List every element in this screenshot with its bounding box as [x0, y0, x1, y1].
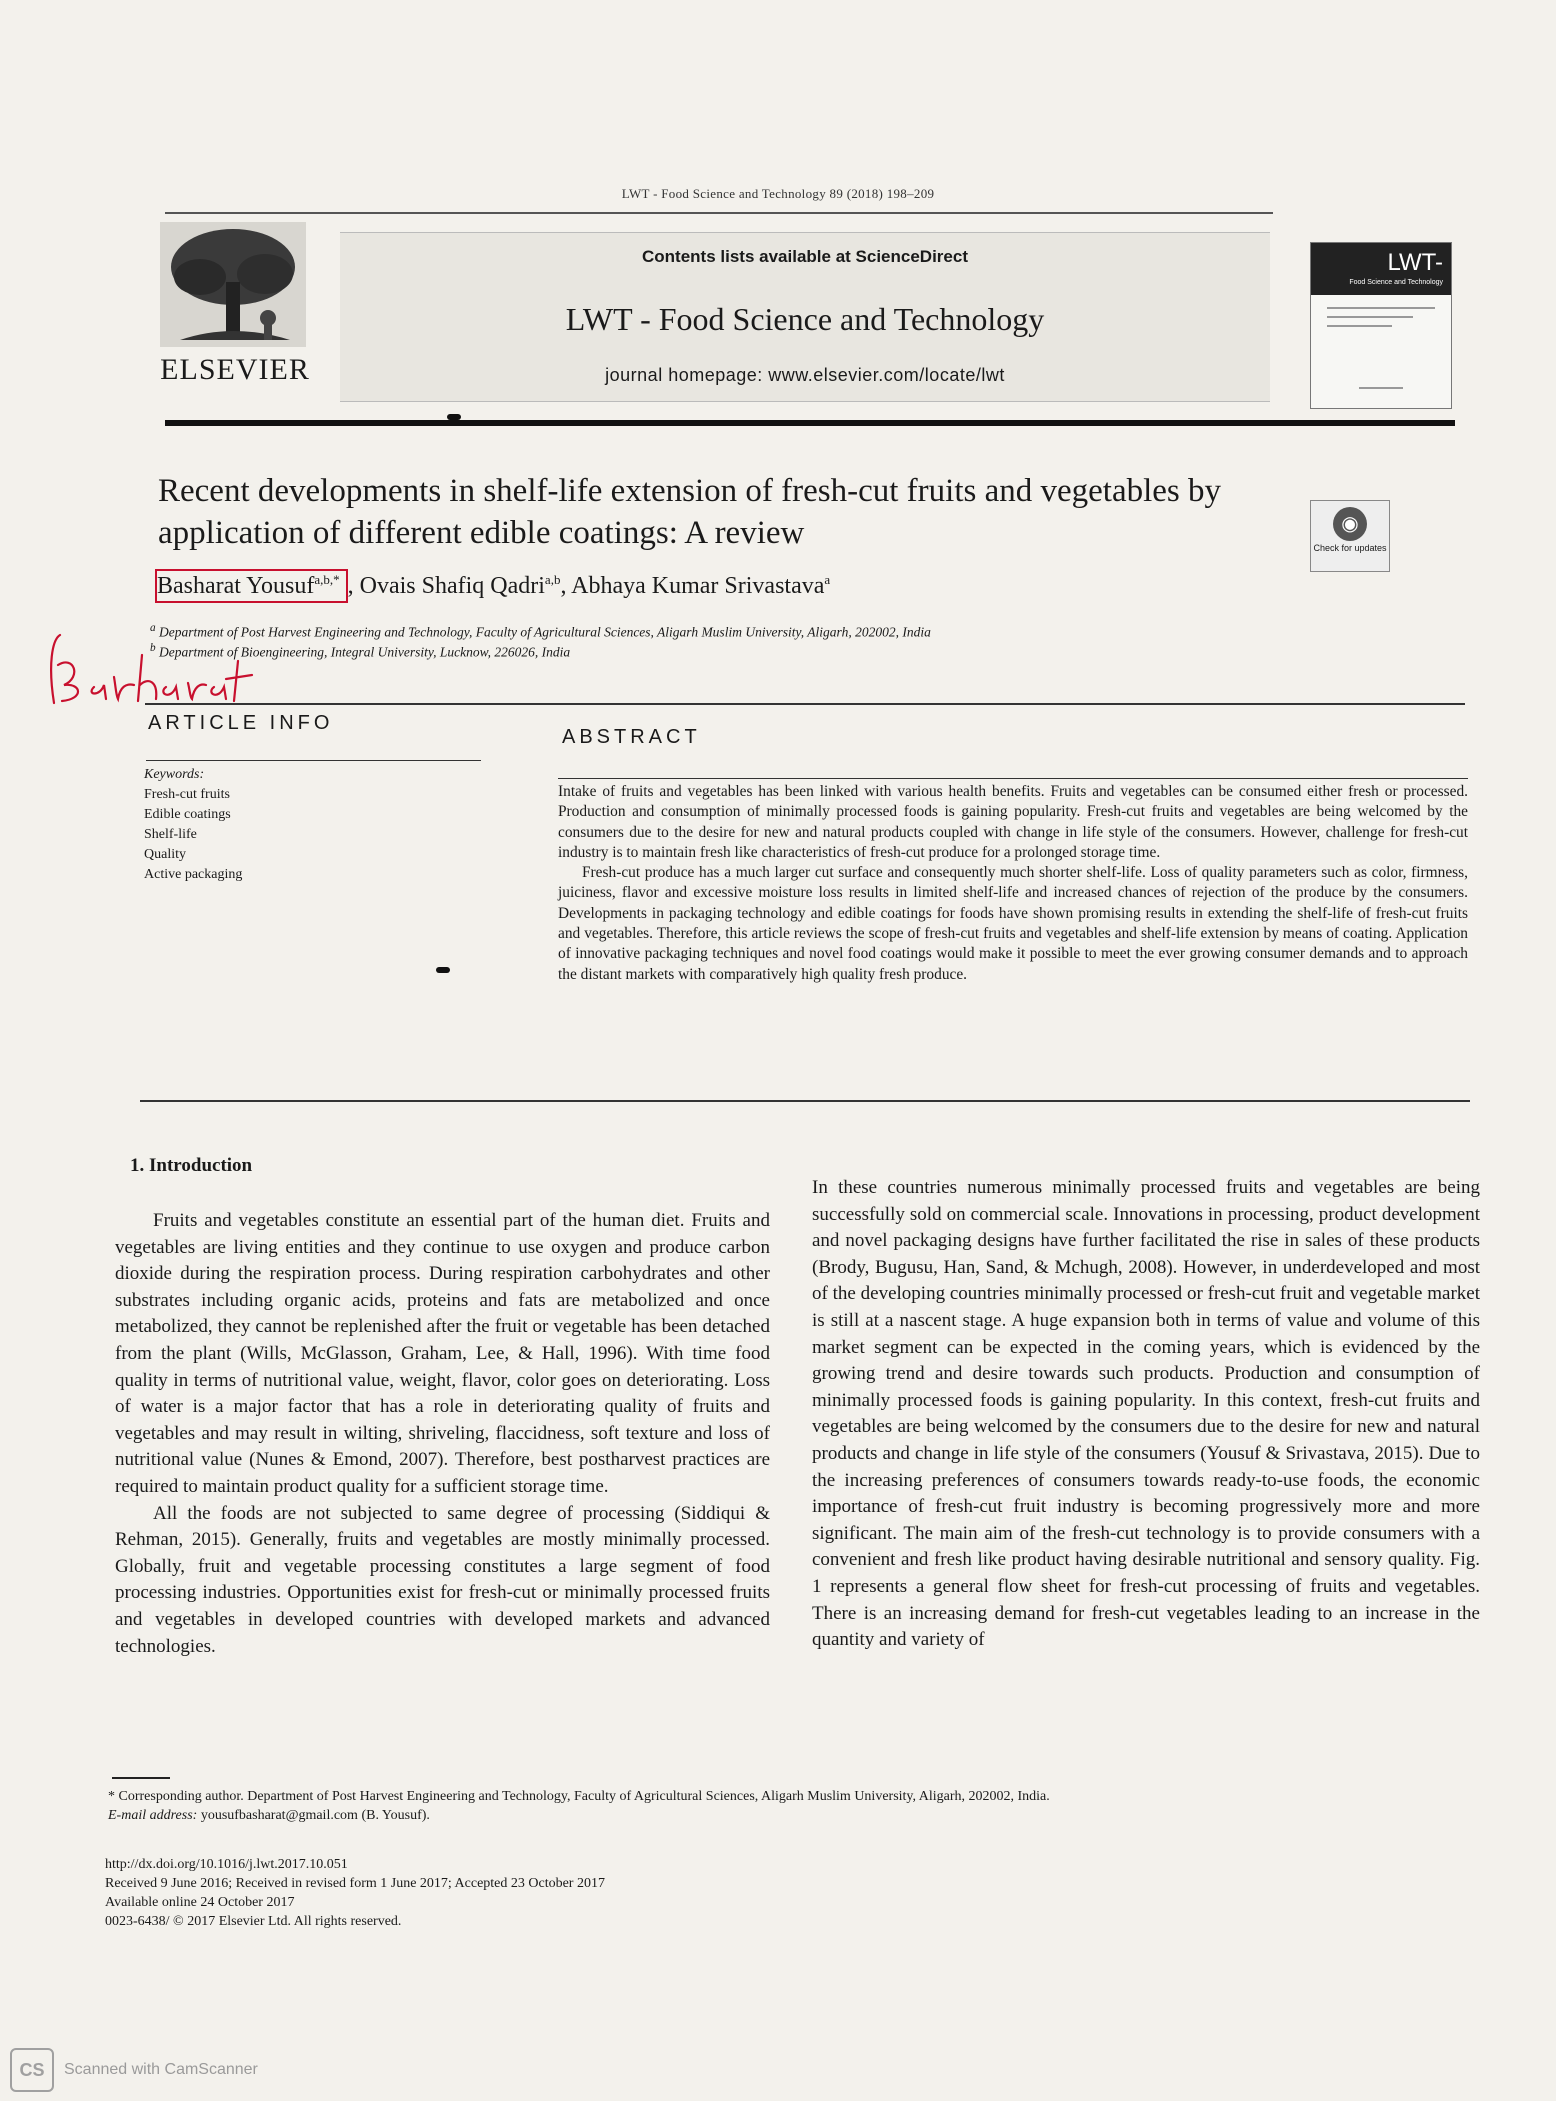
footnote-rule	[112, 1777, 170, 1779]
crossmark-label: Check for updates	[1313, 543, 1387, 553]
journal-masthead	[160, 222, 1460, 412]
scan-mark	[447, 414, 461, 420]
cover-title: LWT-	[1387, 249, 1443, 276]
affiliation: $^b$ Department of Bioengineering, Integral University, Lucknow, 226026, India	[150, 642, 571, 660]
body-paragraph: All the foods are not subjected to same degree of processing (Siddiqui & Rehman, 2015). Generally, fruits and vegetables are mostly minimally processed. Globally, fruit and vegetable processing constitutes a large segment of food processing industries. Opportunities exist for fresh-cut or minimally processed fruits and vegetables in developed countries with developed markets and advanced technologies.	[115, 1502, 770, 1657]
cover-text-lines	[1327, 307, 1435, 396]
affiliation: $^a$ Department of Post Harvest Engineering and Technology, Faculty of Agricultural Sciences, Aligarh Muslim University, Aligarh, 202002, India	[150, 622, 931, 640]
handwritten-signature	[42, 625, 272, 715]
abstract-text	[558, 782, 1468, 985]
doi-link[interactable]: http://dx.doi.org/10.1016/j.lwt.2017.10.051	[105, 1857, 348, 1872]
keyword-item: Shelf-life	[144, 827, 197, 842]
email-link[interactable]: yousufbasharat@gmail.com (B. Yousuf).	[200, 1808, 430, 1823]
keyword-item: Fresh-cut fruits	[144, 787, 230, 802]
publication-info	[105, 1855, 605, 1931]
received-dates: Received 9 June 2016; Received in revised form 1 June 2017; Accepted 23 October 2017	[105, 1876, 605, 1891]
author-list: Basharat Yousuf$^{a,b,*}$ , Ovais Shafiq Qadri$^{a,b}$, Abhaya Kumar Srivastava$^a$	[155, 572, 830, 600]
journal-homepage: journal homepage: www.elsevier.com/locate/lwt	[605, 365, 1005, 385]
body-column-right	[812, 1175, 1480, 1654]
camscanner-logo-icon: CS	[10, 2048, 54, 2092]
author-name[interactable]: Basharat Yousuf	[157, 573, 315, 599]
author-name[interactable]: Abhaya Kumar Srivastava	[571, 573, 825, 599]
author-name[interactable]: Ovais Shafiq Qadri	[359, 573, 545, 599]
cover-subtitle: Food Science and Technology	[1349, 279, 1443, 286]
watermark-text: Scanned with CamScanner	[64, 2061, 258, 2078]
section-rule	[140, 1100, 1470, 1102]
online-date: Available online 24 October 2017	[105, 1895, 295, 1910]
section-heading: 1. Introduction	[130, 1155, 253, 1176]
abstract-paragraph: Fresh-cut produce has a much larger cut surface and consequently much shorter shelf-life. Loss of quality parameters such as color, firmness, juiciness, flavor and excessive moisture loss results in limited shelf-life and increased chances of rejection of the produce by the consumers. Developments in packaging technology and edible coatings for foods have shown promising results in extending the shelf-life of fresh-cut fruits and vegetables. Therefore, this article reviews the scope of fresh-cut fruits and vegetables and shelf-life extension by means of coating. Application of innovative packaging techniques and novel food coatings would make it possible to meet the ever growing consumer demands and to approach the distant markets with comparatively high quality fresh produce.	[558, 864, 1468, 983]
body-paragraph: In these countries numerous minimally processed fruits and vegetables are being successfully sold on commercial scale. Innovations in processing, product development and novel packaging designs have further facilitated the rise in sales of these products (Brody, Bugusu, Han, Sand, & Mchugh, 2008). However, in underdeveloped and most of the developing countries minimally processed or fresh-cut fruit and vegetable market is still at a nascent stage. A huge expansion both in terms of value and volume of this market segment can be expected in the coming years, which is evidenced by the growing trend and desire towards such products. Production and consumption of minimally processed foods is gaining popularity. In this context, fresh-cut fruits and vegetables are being welcomed by the consumers due to the desire for new and natural products and change in life style of the consumers (Yousuf & Srivastava, 2015). Due to the increasing preferences of consumers towards ready-to-use foods, the economic importance of fresh-cut fruit industry is becoming progressively more and more significant. The main aim of the fresh-cut technology is to provide consumers with a convenient and fresh like product having desirable nutritional and sensory quality. Fig. 1 represents a general flow sheet for fresh-cut processing of fruits and vegetables. There is an increasing demand for fresh-cut vegetables leading to an increase in the quantity and variety of	[812, 1177, 1480, 1651]
elsevier-logo	[160, 222, 310, 387]
copyright: 0023-6438/ © 2017 Elsevier Ltd. All rights reserved.	[105, 1914, 402, 1929]
keyword-item: Active packaging	[144, 867, 243, 882]
body-paragraph: Fruits and vegetables constitute an essential part of the human diet. Fruits and vegetables are living entities and they continue to use oxygen and produce carbon dioxide during the respiration process. During respiration carbohydrates and other substrates including organic acids, proteins and fats are metabolized and once metabolized, they cannot be replenished after the fruit or vegetable has been detached from the plant (Wills, McGlasson, Graham, Lee, & Hall, 1996). With time food quality in terms of nutritional value, weight, flavor, color goes on deteriorating. Loss of water is a major factor that has a role in deteriorating quality of fruits and vegetables and may result in wilting, shriveling, flaccidness, soft texture and loss of nutritional value (Nunes & Emond, 2007). Therefore, best postharvest practices are required to maintain product quality for a sufficient storage time.	[115, 1210, 770, 1497]
keywords-block	[144, 765, 242, 885]
publisher-name: ELSEVIER	[160, 353, 310, 386]
corresponding-author-highlight: Basharat Yousuf$^{a,b,*}$	[155, 569, 348, 603]
section-rule	[145, 703, 1465, 705]
footnote	[108, 1787, 1408, 1825]
crossmark-icon: ◉	[1333, 507, 1367, 541]
running-head: LWT - Food Science and Technology 89 (2018) 198–209	[621, 186, 935, 201]
body-column-left	[115, 1208, 770, 1660]
article-info-rule	[146, 760, 481, 761]
elsevier-tree-icon	[160, 222, 306, 347]
masthead-rule	[165, 420, 1455, 426]
email-label: E-mail address:	[108, 1808, 198, 1823]
contents-line: Contents lists available at ScienceDirect	[642, 247, 968, 266]
camscanner-watermark	[10, 2050, 258, 2090]
paper-title: Recent developments in shelf-life extension of fresh-cut fruits and vegetables by application of different edible coatings: A review	[158, 473, 1221, 551]
abstract-heading: ABSTRACT	[562, 726, 701, 748]
top-rule	[165, 212, 1273, 214]
keywords-label: Keywords:	[144, 767, 205, 782]
keyword-item: Edible coatings	[144, 807, 231, 822]
check-for-updates-badge[interactable]	[1310, 500, 1390, 572]
journal-title: LWT - Food Science and Technology	[565, 301, 1045, 337]
abstract-rule	[558, 778, 1468, 779]
journal-cover-thumbnail	[1310, 242, 1452, 409]
article-info-heading: ARTICLE INFO	[148, 712, 334, 734]
scan-mark	[436, 967, 450, 973]
corresponding-author-note: * Corresponding author. Department of Post Harvest Engineering and Technology, Faculty of Agricultural Sciences, Aligarh Muslim University, Aligarh, 202002, India.	[108, 1789, 1050, 1804]
keyword-item: Quality	[144, 847, 186, 862]
journal-title-box	[340, 232, 1270, 402]
abstract-paragraph: Intake of fruits and vegetables has been linked with various health benefits. Fruits and vegetables can be consumed either fresh or processed. Production and consumption of minimally processed foods is gaining popularity. Fresh-cut fruits and vegetables are being welcomed by the consumers due to the desire for new and natural products coupled with change in life style of the consumers. However, challenge for fresh-cut industry is to maintain fresh like characteristics of fresh-cut produce for a prolonged storage time.	[558, 783, 1468, 861]
